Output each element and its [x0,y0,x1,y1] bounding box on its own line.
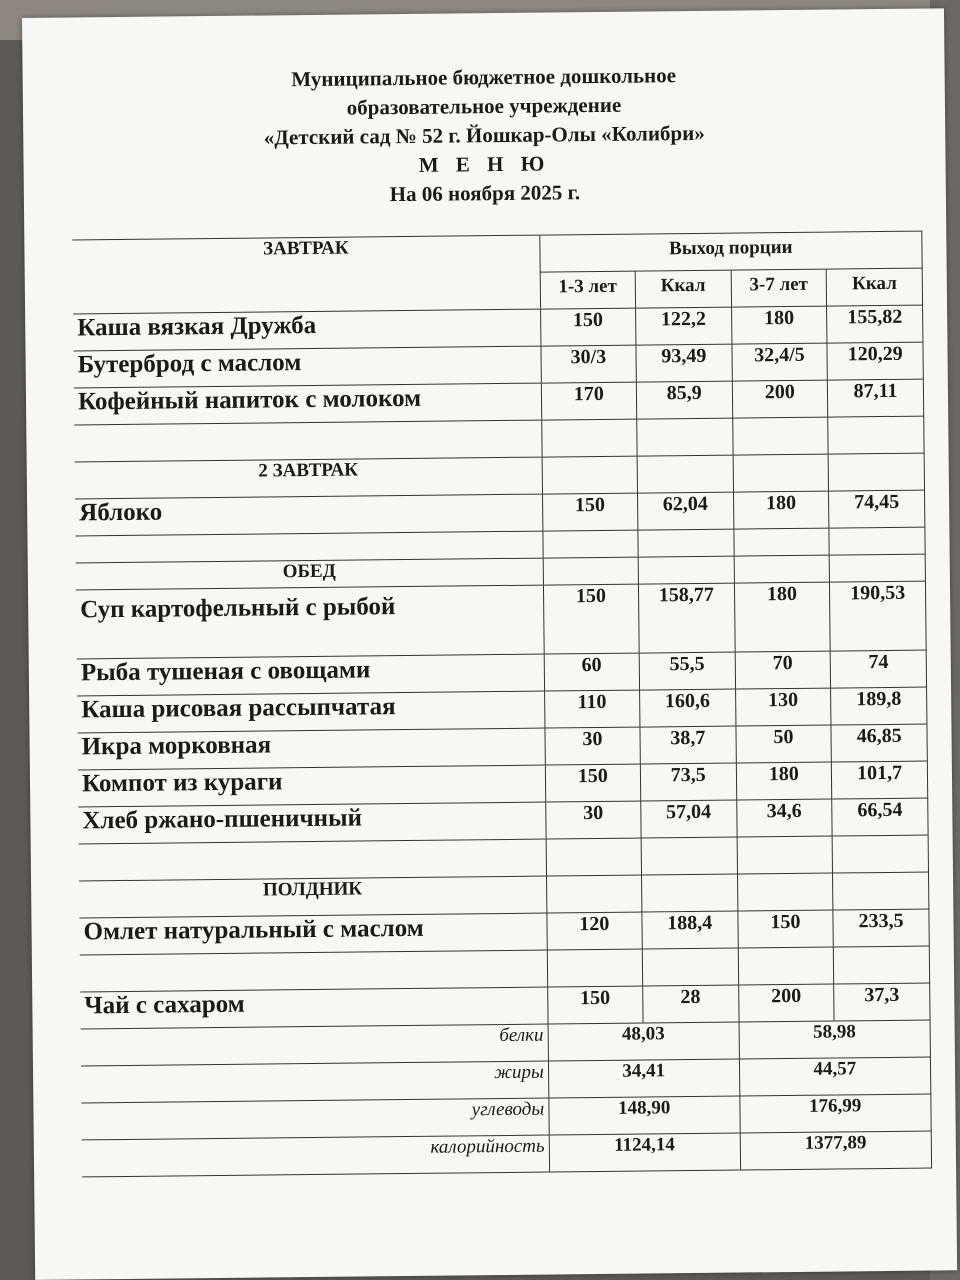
portion-header: Выход порции [540,231,923,272]
empty-cell [734,555,830,583]
kcal-1-3: 158,77 [638,583,734,653]
total-3-7: 58,98 [739,1020,931,1059]
empty-cell [638,529,734,557]
kcal-3-7: 74 [830,650,926,688]
empty-cell [832,835,928,873]
dish-name: Рыба тушеная с овощами [77,654,545,696]
kcal-3-7: 46,85 [831,724,927,762]
total-1-3: 34,41 [548,1059,739,1098]
total-1-3: 148,90 [549,1096,740,1135]
empty-cell [641,874,737,912]
col-kcal-2: Ккал [826,268,922,306]
section-breakfast-title: ЗАВТРАК [72,235,540,314]
document-date: На 06 ноября 2025 г. [389,180,581,207]
totals-label: углеводы [81,1098,549,1140]
totals-label: калорийность [82,1135,550,1177]
empty-cell [829,527,925,555]
portion-1-3: 150 [542,493,637,531]
dish-name: Кофейный напиток с молоком [74,383,542,425]
org-line-1: Муниципальное бюджетное дошкольное [291,63,677,92]
empty-cell [543,530,638,558]
empty-cell [828,416,924,454]
portion-1-3: 120 [547,912,642,950]
kcal-3-7: 233,5 [833,909,929,947]
total-1-3: 1124,14 [549,1133,740,1172]
kcal-3-7: 155,82 [827,305,923,343]
dish-name: Омлет натуральный с маслом [79,913,547,955]
empty-cell [547,949,642,987]
kcal-1-3: 38,7 [640,726,736,764]
col-age-1-3: 1-3 лет [540,271,635,309]
empty-cell [638,556,734,584]
kcal-1-3: 62,04 [637,492,733,530]
portion-1-3: 110 [544,690,639,728]
portion-1-3: 150 [547,986,642,1024]
portion-1-3: 30/3 [541,345,636,383]
portion-3-7: 200 [738,984,834,1022]
dish-name: Суп картофельный с рыбой [76,585,544,659]
empty-cell [733,528,829,556]
empty-cell [637,418,733,456]
empty-cell [833,872,929,910]
kcal-3-7: 87,11 [828,379,924,417]
total-1-3: 48,03 [548,1022,739,1061]
portion-1-3: 30 [546,801,641,839]
total-3-7: 176,99 [739,1094,931,1133]
kcal-1-3: 160,6 [639,689,735,727]
kcal-3-7: 66,54 [832,798,928,836]
portion-3-7: 180 [734,582,830,652]
total-3-7: 44,57 [739,1057,931,1096]
portion-3-7: 180 [731,306,827,344]
empty-cell [833,946,929,984]
portion-3-7: 180 [733,491,829,529]
empty-cell [79,839,547,881]
empty-cell [733,454,829,492]
kcal-1-3: 55,5 [639,652,735,690]
empty-cell [828,453,924,491]
dish-name: Икра морковная [77,728,545,770]
portion-3-7: 50 [736,725,832,763]
portion-3-7: 180 [736,762,832,800]
empty-cell [637,455,733,493]
kcal-1-3: 122,2 [635,307,731,345]
dish-name: Яблоко [75,494,543,536]
portion-1-3: 170 [541,382,636,420]
empty-cell [642,948,738,986]
section-second-breakfast-title: 2 ЗАВТРАК [75,457,543,499]
portion-3-7: 70 [735,651,831,689]
totals-label: белки [81,1024,549,1066]
kcal-1-3: 188,4 [642,911,738,949]
portion-1-3: 60 [544,653,639,691]
menu-sheet [22,8,957,1280]
kcal-1-3: 93,49 [636,344,732,382]
document-header [23,58,946,213]
empty-cell [546,838,641,876]
totals-row [82,1131,932,1177]
portion-3-7: 32,4/5 [732,343,828,381]
menu-table [72,231,932,1178]
dish-name: Каша вязкая Дружба [73,309,541,351]
dish-name: Компот из кураги [78,765,546,807]
empty-cell [732,417,828,455]
empty-cell [737,836,833,874]
dish-name: Каша рисовая рассыпчатая [77,691,545,733]
empty-cell [542,456,637,494]
empty-cell [737,873,833,911]
empty-cell [542,419,637,457]
kcal-1-3: 28 [642,985,738,1023]
document-title: М Е Н Ю [418,151,551,177]
portion-1-3: 150 [543,584,639,654]
col-kcal-1: Ккал [635,270,731,308]
empty-cell [546,875,641,913]
portion-3-7: 34,6 [736,799,832,837]
table-row [76,581,926,659]
section-snack-title: ПОЛДНИК [79,876,547,918]
kcal-3-7: 37,3 [834,983,930,1021]
empty-cell [543,557,638,585]
portion-1-3: 150 [545,764,640,802]
kcal-1-3: 57,04 [641,800,737,838]
empty-cell [74,420,542,462]
portion-1-3: 150 [540,308,635,346]
kcal-3-7: 190,53 [830,581,927,651]
col-age-3-7: 3-7 лет [731,269,827,307]
portion-1-3: 30 [545,727,640,765]
portion-3-7: 150 [737,910,833,948]
empty-cell [829,554,925,582]
section-lunch-title: ОБЕД [76,558,544,590]
kcal-3-7: 189,8 [831,687,927,725]
kcal-3-7: 74,45 [829,490,925,528]
total-3-7: 1377,89 [740,1131,932,1170]
empty-cell [80,950,548,992]
dish-name: Хлеб ржано-пшеничный [78,802,546,844]
kcal-3-7: 120,29 [827,342,923,380]
portion-3-7: 130 [735,688,831,726]
kcal-1-3: 85,9 [636,381,732,419]
org-line-3: «Детский сад № 52 г. Йошкар-Олы «Колибри» [263,120,705,150]
dish-name: Бутерброд с маслом [73,346,541,388]
kcal-3-7: 101,7 [832,761,928,799]
empty-cell [641,837,737,875]
kcal-1-3: 73,5 [640,763,736,801]
dish-name: Чай с сахаром [80,987,548,1029]
portion-3-7: 200 [732,380,828,418]
org-line-2: образовательное учреждение [346,92,622,120]
empty-cell [738,947,834,985]
totals-label: жиры [81,1061,549,1103]
